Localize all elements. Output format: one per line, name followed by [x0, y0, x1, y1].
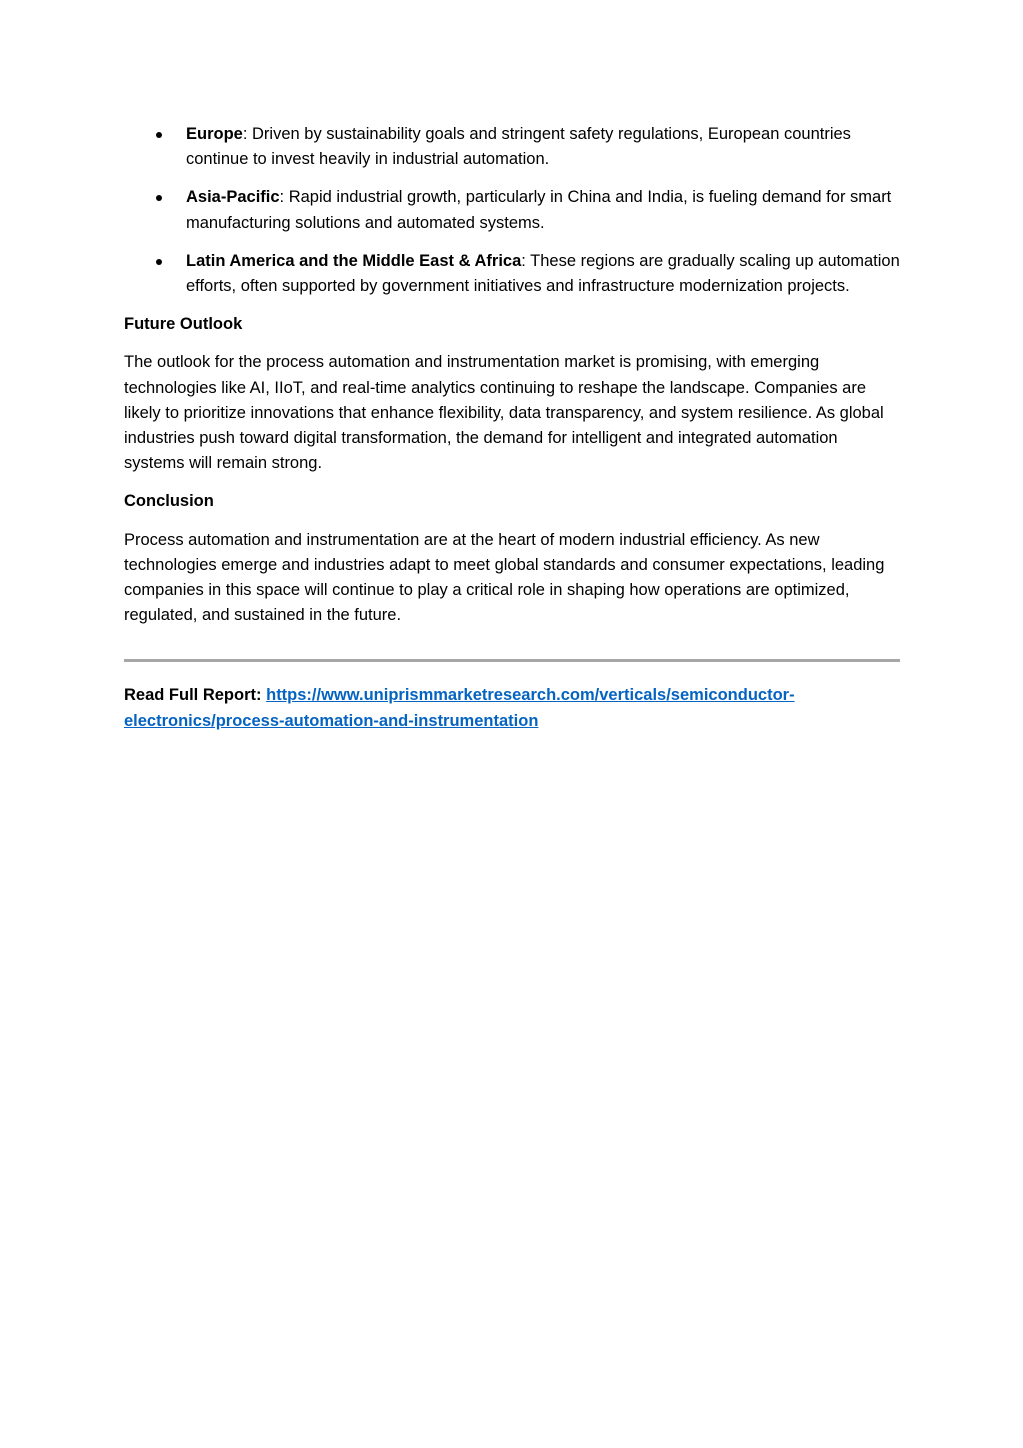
conclusion-paragraph: Process automation and instrumentation are at the heart of modern industrial efficiency. As new technologies emerge and industries adapt to meet global standards and consumer expectations, leading companies in this space will continue to play a critical role in shaping how operations are optimized, regulated, and sustained in the future.: [124, 530, 885, 625]
future-outlook-paragraph: The outlook for the process automation and instrumentation market is promising, with emerging technologies like AI, IIoT, and real-time analytics continuing to reshape the landscape. Companies are likely to prioritize innovations that enhance flexibility, data transparency, and system resilience. As global industries push toward digital transformation, the demand for intelligent and integrated automation systems will remain strong.: [124, 353, 884, 473]
read-full-report: [124, 683, 900, 733]
report-label: Read Full Report:: [124, 686, 262, 705]
future-outlook-heading: Future Outlook: [124, 315, 243, 334]
region-text: : Rapid industrial growth, particularly in China and India, is fueling demand for smart manufacturing solutions and automated systems.: [186, 188, 892, 232]
list-item-latam-mea: [124, 249, 900, 299]
list-item-europe: [124, 122, 900, 172]
region-name: Asia-Pacific: [186, 188, 280, 207]
region-name: Latin America and the Middle East & Africa: [186, 251, 522, 270]
region-text: : Driven by sustainability goals and stringent safety regulations, European countries continue to invest heavily in industrial automation.: [186, 125, 851, 169]
bullet-icon: [156, 132, 162, 138]
region-text: : These regions are gradually scaling up automation efforts, often supported by government initiatives and infrastructure modernization projects.: [186, 251, 900, 296]
report-link[interactable]: https://www.uniprismmarketresearch.com/verticals/semiconductor-electronics/process-automation-and-instrumentation: [124, 686, 795, 730]
document-page: [124, 122, 900, 734]
region-list: [124, 122, 900, 299]
conclusion-heading: Conclusion: [124, 492, 214, 511]
bullet-icon: [156, 195, 162, 201]
list-item-asia-pacific: [124, 185, 900, 235]
region-name: Europe: [186, 125, 243, 143]
bullet-icon: [156, 259, 162, 265]
horizontal-divider: [124, 659, 900, 662]
